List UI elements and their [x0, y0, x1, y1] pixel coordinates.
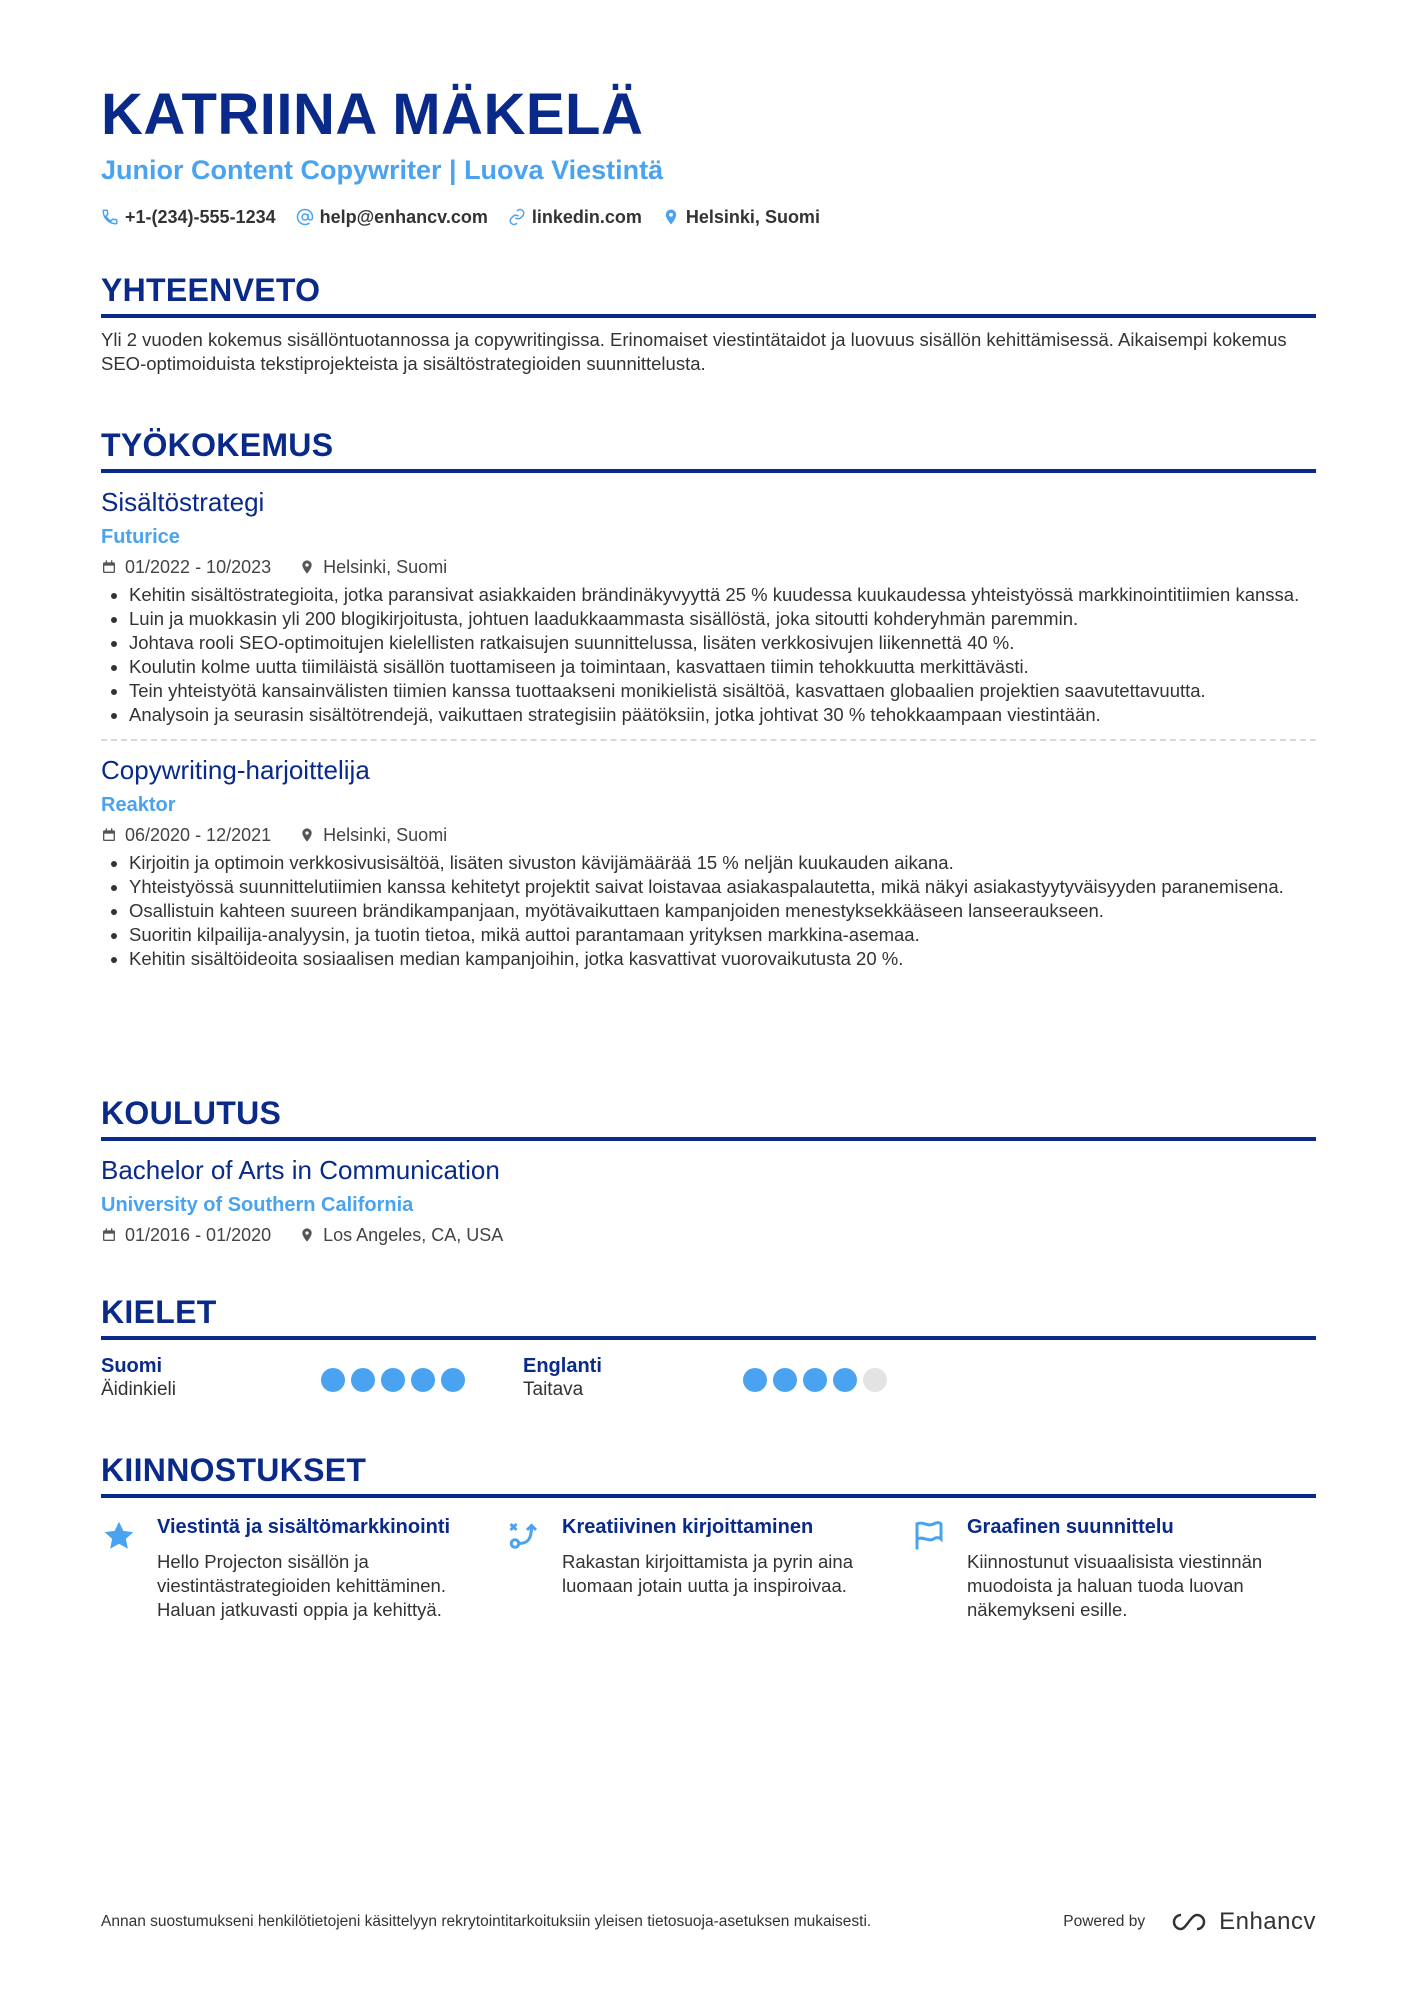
- list-item: • Osallistuin kahteen suureen brändikampanjaan, myötävaikuttaen kampanjoiden menestyksekkääseen lanseeraukseen.: [129, 899, 1316, 923]
- job-location-text: Helsinki, Suomi: [323, 825, 448, 845]
- list-item: • Analysoin ja seurasin sisältötrendejä, vaikuttaen strategisiin päätöksiin, jotka johtivat 30 % tehokkaampaan viestintään.: [129, 703, 1316, 727]
- strategy-icon: [506, 1514, 544, 1622]
- at-icon: [296, 208, 314, 226]
- candidate-name: KATRIINA MÄKELÄ: [101, 82, 644, 147]
- experience-section: [101, 425, 1316, 971]
- summary-text: Yli 2 vuoden kokemus sisällöntuotannossa ja copywritingissa. Erinomaiset viestintätaidot ja luovuus sisällön kehittämisessä. Aikaisempi kokemus SEO-optimoiduista tekstiprojekteista ja sisältöstrategioiden suunnittelusta.: [101, 329, 1287, 374]
- list-item: • Yhteistyössä suunnittelutiimien kanssa kehitetyt projektit saivat loistavaa asiakaspalautetta, mikä näkyi asiakastyytyväisyyden paranemisena.: [129, 875, 1316, 899]
- languages-list: [101, 1354, 1316, 1402]
- job-entry: [101, 485, 1316, 727]
- linkedin-text: linkedin.com: [531, 207, 642, 227]
- education-dates: [101, 1223, 271, 1247]
- language-level: Taitava: [523, 1379, 584, 1400]
- job-meta: [101, 555, 1316, 579]
- calendar-icon: [101, 827, 117, 843]
- calendar-icon: [101, 559, 117, 575]
- language-item: [101, 1354, 523, 1402]
- job-entry: [101, 753, 1316, 971]
- language-name: Suomi: [101, 1355, 163, 1377]
- company-name: Reaktor: [101, 794, 176, 816]
- interest-desc: Kiinnostunut visuaalisista viestinnän muodoista ja haluan tuoda luovan näkemykseni esille.: [967, 1551, 1263, 1620]
- calendar-icon: [101, 1227, 117, 1243]
- powered-by-label: Powered by: [1063, 1913, 1146, 1930]
- education-dates-text: 01/2016 - 01/2020: [125, 1225, 272, 1245]
- job-meta: [101, 823, 1316, 847]
- flag-icon: [911, 1514, 949, 1622]
- map-pin-icon: [299, 559, 315, 575]
- phone-text: +1-(234)-555-1234: [125, 207, 276, 227]
- interests-list: [101, 1514, 1316, 1622]
- footer: [101, 1908, 1316, 1936]
- job-dates: [101, 823, 271, 847]
- job-dates-text: 06/2020 - 12/2021: [125, 825, 272, 845]
- education-location-text: Los Angeles, CA, USA: [323, 1225, 504, 1245]
- enhancv-logo-icon: [1167, 1910, 1211, 1934]
- interests-heading: KIINNOSTUKSET: [101, 1450, 1316, 1498]
- list-item: • Koulutin kolme uutta tiimiläistä sisällön tuottamiseen ja toimintaan, kasvattaen tiimin tehokkuutta merkittävästi.: [129, 655, 1316, 679]
- brand-logo: [1167, 1908, 1316, 1936]
- job-bullets: [101, 851, 1316, 971]
- map-pin-icon: [299, 827, 315, 843]
- consent-text: Annan suostumukseni henkilötietojeni käsittelyyn rekrytointitarkoituksiin yleisen tietosuoja-asetuksen mukaisesti.: [101, 1913, 872, 1930]
- education-meta: [101, 1223, 1316, 1247]
- interest-item: [911, 1514, 1316, 1622]
- rating-dot-filled: [351, 1368, 375, 1392]
- rating-dot-empty: [863, 1368, 887, 1392]
- education-heading: KOULUTUS: [101, 1093, 1316, 1141]
- language-rating: [743, 1368, 887, 1402]
- job-dates: [101, 555, 271, 579]
- education-section: [101, 1093, 1316, 1247]
- rating-dot-filled: [321, 1368, 345, 1392]
- job-bullets: [101, 583, 1316, 727]
- language-level: Äidinkieli: [101, 1379, 176, 1400]
- interest-title: Kreatiivinen kirjoittaminen: [562, 1516, 814, 1538]
- contact-phone[interactable]: [101, 204, 276, 230]
- rating-dot-filled: [803, 1368, 827, 1392]
- interest-desc: Hello Projecton sisällön ja viestintästrategioiden kehittäminen. Haluan jatkuvasti oppia ja kehittyä.: [157, 1551, 446, 1620]
- contact-linkedin[interactable]: [508, 204, 642, 230]
- interest-title: Graafinen suunnittelu: [967, 1516, 1174, 1538]
- map-pin-icon: [662, 208, 680, 226]
- star-icon: [101, 1514, 139, 1622]
- list-item: • Kehitin sisältöideoita sosiaalisen median kampanjoihin, jotka kasvattivat vuorovaikutusta 20 %.: [129, 947, 1316, 971]
- education-entry: [101, 1153, 1316, 1247]
- school-name: University of Southern California: [101, 1194, 414, 1216]
- contact-location: [662, 204, 820, 230]
- company-name: Futurice: [101, 526, 180, 548]
- rating-dot-filled: [743, 1368, 767, 1392]
- interests-section: [101, 1450, 1316, 1622]
- summary-section: [101, 270, 1316, 376]
- summary-heading: YHTEENVETO: [101, 270, 1316, 318]
- contact-bar: [101, 204, 820, 230]
- interest-item: [101, 1514, 506, 1622]
- list-item: • Luin ja muokkasin yli 200 blogikirjoitusta, johtuen laadukkaammasta sisällöstä, joka sitoutti kohderyhmän paremmin.: [129, 607, 1316, 631]
- interest-desc: Rakastan kirjoittamista ja pyrin aina luomaan jotain uutta ja inspiroivaa.: [562, 1551, 853, 1596]
- rating-dot-filled: [833, 1368, 857, 1392]
- job-location: [299, 555, 447, 579]
- candidate-title: Junior Content Copywriter | Luova Viestintä: [101, 155, 664, 185]
- languages-section: [101, 1292, 1316, 1402]
- job-title: Copywriting-harjoittelija: [101, 755, 370, 785]
- rating-dot-filled: [773, 1368, 797, 1392]
- contact-email[interactable]: [296, 204, 488, 230]
- education-location: [299, 1223, 503, 1247]
- list-item: • Kirjoitin ja optimoin verkkosivusisältöä, lisäten sivuston kävijämäärää 15 % neljän kuukauden aikana.: [129, 851, 1316, 875]
- rating-dot-filled: [441, 1368, 465, 1392]
- list-item: • Tein yhteistyötä kansainvälisten tiimien kanssa tuottaakseni monikielistä sisältöä, kasvattaen globaalien projektien saavutettavuutta.: [129, 679, 1316, 703]
- powered-by[interactable]: [1063, 1908, 1316, 1936]
- experience-heading: TYÖKOKEMUS: [101, 425, 1316, 473]
- job-divider: [101, 739, 1316, 741]
- language-item: [523, 1354, 945, 1402]
- map-pin-icon: [299, 1227, 315, 1243]
- job-title: Sisältöstrategi: [101, 487, 265, 517]
- job-location: [299, 823, 447, 847]
- list-item: • Suoritin kilpailija-analyysin, ja tuotin tietoa, mikä auttoi parantamaan yrityksen markkina-asemaa.: [129, 923, 1316, 947]
- interest-item: [506, 1514, 911, 1622]
- brand-name: Enhancv: [1219, 1908, 1316, 1935]
- job-location-text: Helsinki, Suomi: [323, 557, 448, 577]
- location-text: Helsinki, Suomi: [685, 207, 820, 227]
- degree-title: Bachelor of Arts in Communication: [101, 1155, 500, 1185]
- phone-icon: [101, 208, 119, 226]
- language-name: Englanti: [523, 1355, 602, 1377]
- rating-dot-filled: [381, 1368, 405, 1392]
- link-icon: [508, 208, 526, 226]
- languages-heading: KIELET: [101, 1292, 1316, 1340]
- interest-title: Viestintä ja sisältömarkkinointi: [157, 1516, 451, 1538]
- list-item: • Johtava rooli SEO-optimoitujen kielellisten ratkaisujen suunnittelussa, lisäten verkkosivujen liikennettä 40 %.: [129, 631, 1316, 655]
- language-rating: [321, 1368, 465, 1402]
- rating-dot-filled: [411, 1368, 435, 1392]
- job-dates-text: 01/2022 - 10/2023: [125, 557, 272, 577]
- list-item: • Kehitin sisältöstrategioita, jotka paransivat asiakkaiden brändinäkyvyyttä 25 % kuudessa kuukaudessa yhteistyössä markkinointitiimien kanssa.: [129, 583, 1316, 607]
- email-text: help@enhancv.com: [319, 207, 488, 227]
